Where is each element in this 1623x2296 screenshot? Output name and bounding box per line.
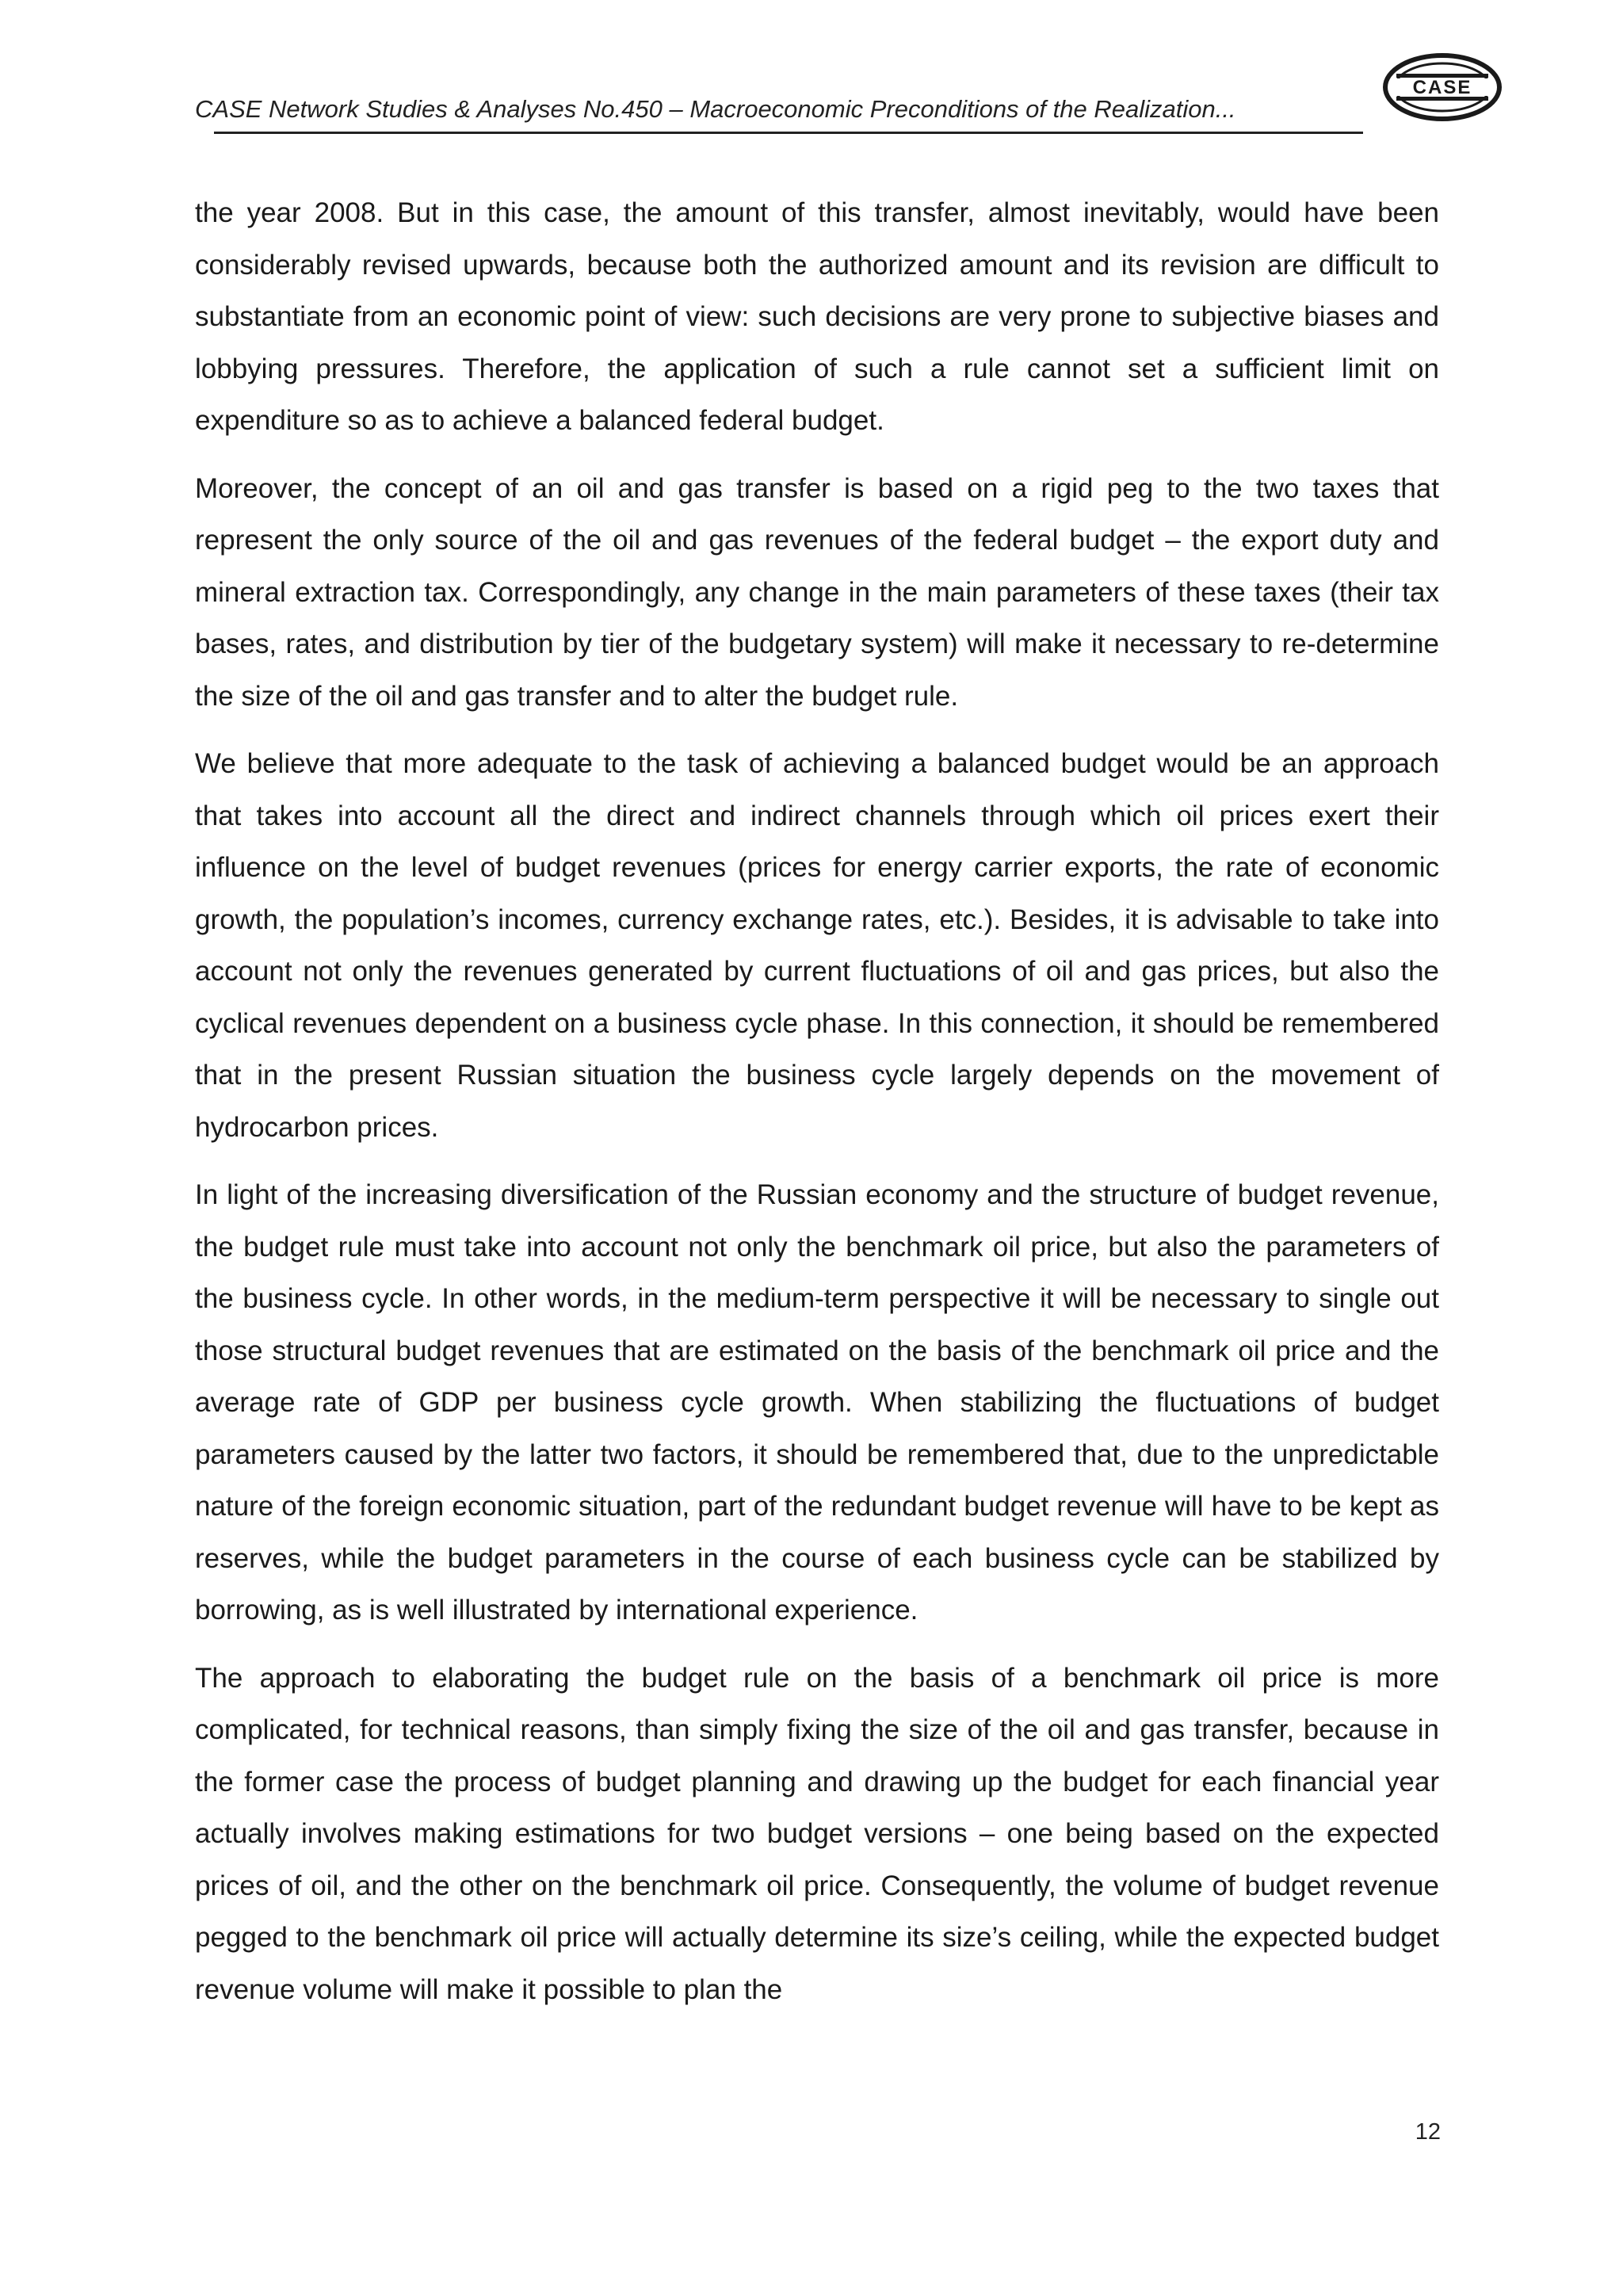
page-number: 12 [1415, 2119, 1441, 2145]
paragraph-2: Moreover, the concept of an oil and gas transfer is based on a rigid peg to the two taxes that represent the only source of the oil and gas revenues of the federal budget – the export duty and mineral extraction tax. Correspondingly, any change in the main parameters of these taxes (their tax bases, rates, and distribution by tier of the budgetary system) will make it necessary to re-determine the size of the oil and gas transfer and to alter the budget rule. [195, 472, 1439, 712]
paragraph-3: We believe that more adequate to the task of achieving a balanced budget would be an approach that takes into account all the direct and indirect channels through which oil prices exert their influence on the level of budget revenues (prices for energy carrier exports, the rate of economic growth, the population’s incomes, currency exchange rates, etc.). Besides, it is advisable to take into account not only the revenues generated by current fluctuations of oil and gas prices, but also the cyclical revenues dependent on a business cycle phase. In this connection, it should be remembered that in the present Russian situation the business cycle largely depends on the movement of hydrocarbon prices. [195, 748, 1439, 1143]
running-header: CASE Network Studies & Analyses No.450 – Macroeconomic Preconditions of the Realization... [195, 95, 1236, 123]
header-rule [214, 132, 1363, 134]
paragraph-4: In light of the increasing diversification of the Russian economy and the structure of budget revenue, the budget rule must take into account not only the benchmark oil price, but also the parameters of the business cycle. In other words, in the medium-term perspective it will be necessary to single out those structural budget revenues that are estimated on the basis of the benchmark oil price and the average rate of GDP per business cycle growth. When stabilizing the fluctuations of budget parameters caused by the latter two factors, it should be remembered that, due to the unpredictable nature of the foreign economic situation, part of the redundant budget revenue will have to be kept as reserves, while the budget parameters in the course of each business cycle can be stabilized by borrowing, as is well illustrated by international experience. [195, 1179, 1439, 1626]
paragraph-1: the year 2008. But in this case, the amount of this transfer, almost inevitably, would have been considerably revised upwards, because both the authorized amount and its revision are difficult to substantiate from an economic point of view: such decisions are very prone to subjective biases and lobbying pressures. Therefore, the application of such a rule cannot set a sufficient limit on expenditure so as to achieve a balanced federal budget. [195, 197, 1439, 436]
logo-text: CASE [1412, 77, 1472, 98]
body-text [195, 187, 1439, 2031]
paragraph-5: The approach to elaborating the budget rule on the basis of a benchmark oil price is more complicated, for technical reasons, than simply fixing the size of the oil and gas transfer, because in the former case the process of budget planning and drawing up the budget for each financial year actually involves making estimations for two budget versions – one being based on the expected prices of oil, and the other on the benchmark oil price. Consequently, the volume of budget revenue pegged to the benchmark oil price will actually determine its size’s ceiling, while the expected budget revenue volume will make it possible to plan the [195, 1662, 1439, 2005]
case-logo [1379, 48, 1506, 127]
